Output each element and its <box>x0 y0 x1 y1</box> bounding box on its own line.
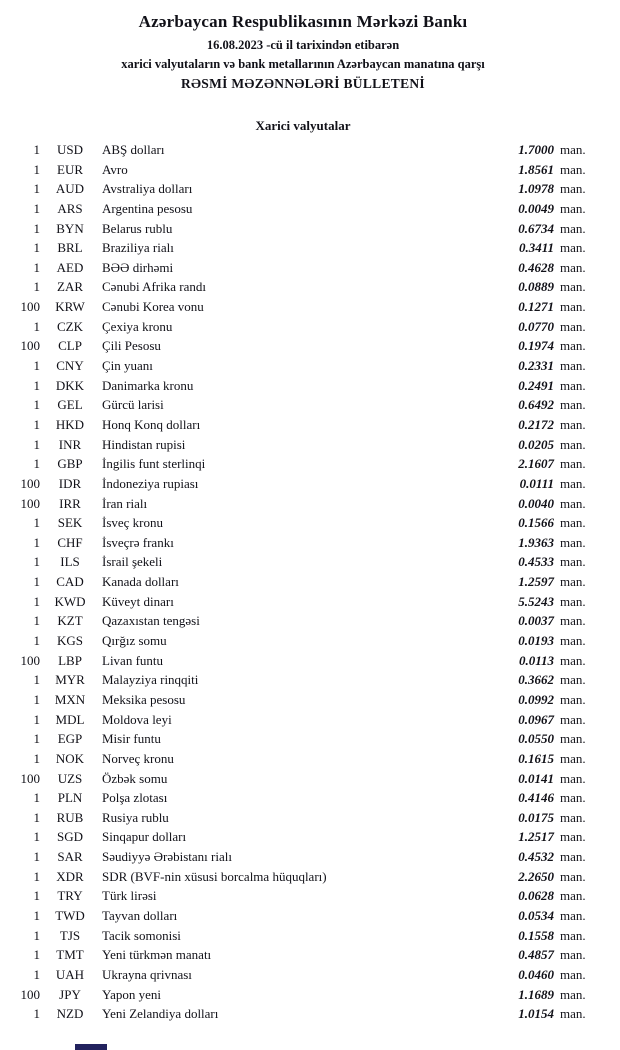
rate-value-cell: 0.0889 <box>518 279 554 295</box>
rate-value-cell: 5.5243 <box>518 593 554 609</box>
rate-value-cell: 0.1271 <box>518 299 554 315</box>
currency-name-cell: Hindistan rupisi <box>102 436 186 452</box>
rate-value-cell: 2.1607 <box>518 456 554 472</box>
rate-value-cell: 1.0978 <box>518 181 554 197</box>
quantity-cell: 100 <box>20 495 40 511</box>
quantity-cell: 1 <box>33 593 40 609</box>
rate-value-cell: 1.2517 <box>518 829 554 845</box>
effective-date-line: 16.08.2023 -cü il tarixindən etibarən <box>206 38 400 52</box>
currency-name-cell: İngilis funt sterlinqi <box>102 456 206 472</box>
quantity-cell: 1 <box>33 829 40 845</box>
quantity-cell: 1 <box>33 574 40 590</box>
rate-value-cell: 0.0040 <box>518 495 554 511</box>
unit-label-cell: man. <box>560 259 586 275</box>
quantity-cell: 1 <box>33 358 40 374</box>
unit-label-cell: man. <box>560 279 586 295</box>
currency-code-cell: IRR <box>59 495 81 511</box>
rate-value-cell: 0.4146 <box>518 790 554 806</box>
rate-value-cell: 0.0175 <box>518 809 554 825</box>
currency-code-cell: BYN <box>56 220 84 236</box>
unit-label-cell: man. <box>560 397 586 413</box>
rate-value-cell: 0.4628 <box>518 259 554 275</box>
currency-name-cell: Yeni türkmən manatı <box>102 947 212 963</box>
quantity-cell: 100 <box>20 770 40 786</box>
unit-label-cell: man. <box>560 790 586 806</box>
rate-row <box>0 258 606 278</box>
unit-label-cell: man. <box>560 809 586 825</box>
currency-code-cell: EGP <box>57 731 83 747</box>
currency-code-cell: INR <box>58 436 82 452</box>
rate-value-cell: 1.8561 <box>518 161 554 177</box>
quantity-cell: 1 <box>33 416 40 432</box>
currency-name-cell: Tacik somonisi <box>102 927 181 943</box>
rate-value-cell: 1.1689 <box>518 986 554 1002</box>
quantity-cell: 1 <box>33 711 40 727</box>
currency-code-cell: MDL <box>55 711 85 727</box>
rate-value-cell: 0.0205 <box>518 436 554 452</box>
rate-value-cell: 0.0193 <box>518 633 554 649</box>
currency-name-cell: Yapon yeni <box>102 986 161 1002</box>
currency-code-cell: CNY <box>56 358 84 374</box>
rate-value-cell: 1.9363 <box>518 534 554 550</box>
unit-label-cell: man. <box>560 947 586 963</box>
rate-row <box>0 926 606 946</box>
quantity-cell: 1 <box>33 456 40 472</box>
rate-row <box>0 906 606 926</box>
currency-name-cell: Danimarka kronu <box>102 377 194 393</box>
quantity-cell: 100 <box>20 299 40 315</box>
rate-value-cell: 0.1566 <box>518 515 554 531</box>
currency-code-cell: NOK <box>55 750 85 766</box>
unit-label-cell: man. <box>560 986 586 1002</box>
currency-name-cell: Cənubi Afrika randı <box>102 279 206 295</box>
unit-label-cell: man. <box>560 711 586 727</box>
currency-name-cell: Avro <box>102 161 128 177</box>
unit-label-cell: man. <box>560 358 586 374</box>
rate-value-cell: 1.0154 <box>518 1006 554 1022</box>
currency-code-cell: GEL <box>57 397 83 413</box>
rate-row <box>0 611 606 631</box>
unit-label-cell: man. <box>560 652 586 668</box>
rate-row <box>0 985 606 1005</box>
currency-name-cell: Türk lirəsi <box>102 888 157 904</box>
currency-name-cell: Kanada dolları <box>102 574 179 590</box>
unit-label-cell: man. <box>560 436 586 452</box>
quantity-cell: 1 <box>33 279 40 295</box>
currency-name-cell: Tayvan dolları <box>102 907 178 923</box>
quantity-cell: 100 <box>20 475 40 491</box>
currency-name-cell: Özbək somu <box>102 770 168 786</box>
quantity-cell: 1 <box>33 1006 40 1022</box>
rate-row <box>0 1004 606 1024</box>
rate-value-cell: 0.0628 <box>518 888 554 904</box>
currency-name-cell: İsrail şekeli <box>102 554 163 570</box>
currency-code-cell: LBP <box>58 652 82 668</box>
rate-row <box>0 160 606 180</box>
unit-label-cell: man. <box>560 829 586 845</box>
currency-code-cell: SGD <box>56 829 83 845</box>
quantity-cell: 1 <box>33 436 40 452</box>
quantity-cell: 1 <box>33 947 40 963</box>
section-title-foreign-currencies: Xarici valyutalar <box>255 118 351 133</box>
rate-value-cell: 0.0770 <box>518 318 554 334</box>
currency-code-cell: GBP <box>57 456 83 472</box>
unit-label-cell: man. <box>560 554 586 570</box>
unit-label-cell: man. <box>560 927 586 943</box>
currency-code-cell: RUB <box>56 809 84 825</box>
quantity-cell: 1 <box>33 515 40 531</box>
currency-name-cell: Livan funtu <box>102 652 164 668</box>
currency-code-cell: CLP <box>58 338 82 354</box>
rate-value-cell: 2.2650 <box>518 868 554 884</box>
rate-value-cell: 0.1558 <box>518 927 554 943</box>
rate-value-cell: 0.0967 <box>518 711 554 727</box>
currency-name-cell: Malayziya rinqqiti <box>102 672 199 688</box>
currency-code-cell: CAD <box>56 574 84 590</box>
unit-label-cell: man. <box>560 849 586 865</box>
unit-label-cell: man. <box>560 495 586 511</box>
currency-code-cell: TWD <box>55 907 85 923</box>
rate-value-cell: 0.6492 <box>518 397 554 413</box>
currency-code-cell: TRY <box>57 888 83 904</box>
rate-row <box>0 140 606 160</box>
currency-code-cell: ARS <box>57 200 83 216</box>
quantity-cell: 1 <box>33 200 40 216</box>
currency-name-cell: Meksika pesosu <box>102 691 186 707</box>
rate-row <box>0 867 606 887</box>
currency-name-cell: Çexiya kronu <box>102 318 173 334</box>
unit-label-cell: man. <box>560 613 586 629</box>
unit-label-cell: man. <box>560 240 586 256</box>
quantity-cell: 100 <box>20 986 40 1002</box>
unit-label-cell: man. <box>560 318 586 334</box>
unit-label-cell: man. <box>560 731 586 747</box>
currency-code-cell: MXN <box>54 691 86 707</box>
unit-label-cell: man. <box>560 161 586 177</box>
currency-code-cell: KWD <box>54 593 86 609</box>
quantity-cell: 1 <box>33 240 40 256</box>
rate-row <box>0 710 606 730</box>
currency-code-cell: NZD <box>56 1006 84 1022</box>
quantity-cell: 100 <box>20 652 40 668</box>
rate-row <box>0 454 606 474</box>
currency-code-cell: KRW <box>55 299 85 315</box>
currency-name-cell: Qazaxıstan tengəsi <box>102 613 200 629</box>
rate-value-cell: 0.0113 <box>518 652 554 668</box>
currency-name-cell: SDR (BVF-nin xüsusi borcalma hüquqları) <box>102 868 327 884</box>
rate-value-cell: 0.4532 <box>518 849 554 865</box>
quantity-cell: 1 <box>33 790 40 806</box>
currency-name-cell: Səudiyyə Ərəbistanı rialı <box>102 849 232 865</box>
quantity-cell: 1 <box>33 868 40 884</box>
quantity-cell: 1 <box>33 318 40 334</box>
rate-row <box>0 965 606 985</box>
currency-code-cell: ILS <box>60 554 80 570</box>
document-subtitle: xarici valyutaların və bank metallarının Azərbaycan manatına qarşı <box>121 57 485 71</box>
unit-label-cell: man. <box>560 868 586 884</box>
rate-row <box>0 808 606 828</box>
unit-label-cell: man. <box>560 338 586 354</box>
rate-row <box>0 769 606 789</box>
quantity-cell: 100 <box>20 338 40 354</box>
currency-name-cell: Küveyt dinarı <box>102 593 174 609</box>
quantity-cell: 1 <box>33 613 40 629</box>
currency-name-cell: Cənubi Korea vonu <box>102 299 204 315</box>
currency-code-cell: PLN <box>57 790 83 806</box>
currency-code-cell: KGS <box>56 633 83 649</box>
rate-row <box>0 651 606 671</box>
rate-row <box>0 788 606 808</box>
currency-name-cell: Misir funtu <box>102 731 161 747</box>
unit-label-cell: man. <box>560 1006 586 1022</box>
quantity-cell: 1 <box>33 809 40 825</box>
currency-code-cell: ZAR <box>57 279 83 295</box>
rate-row <box>0 494 606 514</box>
unit-label-cell: man. <box>560 593 586 609</box>
unit-label-cell: man. <box>560 888 586 904</box>
rate-row <box>0 729 606 749</box>
rate-row <box>0 376 606 396</box>
rate-value-cell: 0.0141 <box>518 770 554 786</box>
rate-row <box>0 827 606 847</box>
currency-name-cell: Moldova leyi <box>102 711 172 727</box>
rate-row <box>0 356 606 376</box>
rate-value-cell: 0.2172 <box>518 416 554 432</box>
currency-code-cell: IDR <box>58 475 82 491</box>
rate-row <box>0 336 606 356</box>
quantity-cell: 1 <box>33 397 40 413</box>
rate-row <box>0 395 606 415</box>
unit-label-cell: man. <box>560 416 586 432</box>
rate-value-cell: 0.0111 <box>519 475 554 491</box>
rate-row <box>0 474 606 494</box>
currency-code-cell: CZK <box>57 318 83 334</box>
rate-row <box>0 749 606 769</box>
currency-code-cell: UZS <box>57 770 83 786</box>
currency-name-cell: İsveç kronu <box>102 515 164 531</box>
rate-value-cell: 0.3662 <box>518 672 554 688</box>
rate-value-cell: 0.2491 <box>518 377 554 393</box>
quantity-cell: 1 <box>33 927 40 943</box>
rate-value-cell: 1.7000 <box>518 142 554 157</box>
quantity-cell: 1 <box>33 907 40 923</box>
rate-row <box>0 415 606 435</box>
rate-row <box>0 179 606 199</box>
currency-code-cell: MYR <box>55 672 85 688</box>
currency-name-cell: Belarus rublu <box>102 220 173 236</box>
rate-row <box>0 317 606 337</box>
rate-value-cell: 0.3411 <box>518 240 554 256</box>
unit-label-cell: man. <box>560 200 586 216</box>
unit-label-cell: man. <box>560 907 586 923</box>
currency-name-cell: Rusiya rublu <box>102 809 169 825</box>
currency-code-cell: SEK <box>57 515 83 531</box>
rate-row <box>0 552 606 572</box>
next-section-partial-bar <box>75 1044 107 1050</box>
currency-name-cell: İran rialı <box>102 495 148 511</box>
rate-value-cell: 0.0534 <box>518 907 554 923</box>
rate-value-cell: 0.1615 <box>518 750 554 766</box>
currency-code-cell: HKD <box>55 416 85 432</box>
currency-name-cell: İndoneziya rupiası <box>102 475 199 491</box>
quantity-cell: 1 <box>33 534 40 550</box>
currency-name-cell: Gürcü larisi <box>102 397 164 413</box>
unit-label-cell: man. <box>560 515 586 531</box>
quantity-cell: 1 <box>33 377 40 393</box>
rate-row <box>0 945 606 965</box>
quantity-cell: 1 <box>33 259 40 275</box>
unit-label-cell: man. <box>560 534 586 550</box>
rate-row <box>0 690 606 710</box>
rate-row <box>0 631 606 651</box>
currency-code-cell: AUD <box>55 181 85 197</box>
currency-code-cell: EUR <box>57 161 83 177</box>
rate-value-cell: 1.2597 <box>518 574 554 590</box>
quantity-cell: 1 <box>33 888 40 904</box>
currency-name-cell: Argentina pesosu <box>102 200 193 216</box>
currency-code-cell: KZT <box>57 613 83 629</box>
quantity-cell: 1 <box>33 750 40 766</box>
rates-table-body <box>0 140 620 1024</box>
unit-label-cell: man. <box>560 574 586 590</box>
currency-code-cell: XDR <box>56 868 84 884</box>
document-header <box>0 0 620 92</box>
rate-row <box>0 277 606 297</box>
quantity-cell: 1 <box>33 142 40 157</box>
rate-value-cell: 0.0992 <box>518 691 554 707</box>
currency-name-cell: Ukrayna qrivnası <box>102 966 192 982</box>
quantity-cell: 1 <box>33 966 40 982</box>
rate-row <box>0 238 606 258</box>
quantity-cell: 1 <box>33 161 40 177</box>
currency-code-cell: BRL <box>57 240 83 256</box>
quantity-cell: 1 <box>33 181 40 197</box>
currency-name-cell: Norveç kronu <box>102 750 174 766</box>
quantity-cell: 1 <box>33 691 40 707</box>
unit-label-cell: man. <box>560 750 586 766</box>
quantity-cell: 1 <box>33 633 40 649</box>
currency-name-cell: İsveçrə frankı <box>102 534 174 550</box>
unit-label-cell: man. <box>560 456 586 472</box>
currency-code-cell: TMT <box>56 947 84 963</box>
unit-label-cell: man. <box>560 770 586 786</box>
quantity-cell: 1 <box>33 554 40 570</box>
currency-code-cell: JPY <box>59 986 81 1002</box>
unit-label-cell: man. <box>560 966 586 982</box>
rate-row <box>0 513 606 533</box>
rate-value-cell: 0.6734 <box>518 220 554 236</box>
currency-name-cell: Polşa zlotası <box>102 790 168 806</box>
rate-row <box>0 886 606 906</box>
unit-label-cell: man. <box>560 142 586 157</box>
currency-name-cell: Sinqapur dolları <box>102 829 187 845</box>
quantity-cell: 1 <box>33 672 40 688</box>
unit-label-cell: man. <box>560 181 586 197</box>
rate-value-cell: 0.0550 <box>518 731 554 747</box>
currency-name-cell: ABŞ dolları <box>102 142 165 157</box>
currency-name-cell: Çin yuanı <box>102 358 153 374</box>
rate-value-cell: 0.0037 <box>518 613 554 629</box>
rate-row <box>0 435 606 455</box>
unit-label-cell: man. <box>560 691 586 707</box>
bank-title: Azərbaycan Respublikasının Mərkəzi Bankı <box>138 12 468 31</box>
currency-code-cell: TJS <box>59 927 81 943</box>
unit-label-cell: man. <box>560 220 586 236</box>
currency-name-cell: Çili Pesosu <box>102 338 161 354</box>
rate-row <box>0 592 606 612</box>
rate-row <box>0 572 606 592</box>
rate-row <box>0 670 606 690</box>
currency-name-cell: Braziliya rialı <box>102 240 174 256</box>
currency-name-cell: Qırğız somu <box>102 633 167 649</box>
quantity-cell: 1 <box>33 220 40 236</box>
bulletin-title: RƏSMİ MƏZƏNNƏLƏRİ BÜLLETENİ <box>180 76 425 91</box>
currency-name-cell: Honq Konq dolları <box>102 416 201 432</box>
currency-name-cell: Avstraliya dolları <box>102 181 193 197</box>
rate-row <box>0 847 606 867</box>
currency-code-cell: CHF <box>57 534 83 550</box>
currency-code-cell: UAH <box>55 966 85 982</box>
quantity-cell: 1 <box>33 849 40 865</box>
rate-value-cell: 0.2331 <box>518 358 554 374</box>
rate-row <box>0 533 606 553</box>
quantity-cell: 1 <box>33 731 40 747</box>
currency-name-cell: BƏƏ dirhəmi <box>102 259 174 275</box>
currency-code-cell: DKK <box>55 377 85 393</box>
unit-label-cell: man. <box>560 672 586 688</box>
currency-code-cell: SAR <box>57 849 83 865</box>
rate-value-cell: 0.1974 <box>518 338 554 354</box>
unit-label-cell: man. <box>560 475 586 491</box>
unit-label-cell: man. <box>560 633 586 649</box>
currency-name-cell: Yeni Zelandiya dolları <box>102 1006 219 1022</box>
rate-value-cell: 0.4533 <box>518 554 554 570</box>
currency-code-cell: AED <box>56 259 84 275</box>
unit-label-cell: man. <box>560 377 586 393</box>
rate-value-cell: 0.0460 <box>518 966 554 982</box>
rate-value-cell: 0.4857 <box>518 947 554 963</box>
rate-row <box>0 297 606 317</box>
unit-label-cell: man. <box>560 299 586 315</box>
rate-value-cell: 0.0049 <box>518 200 554 216</box>
rate-row <box>0 199 606 219</box>
rate-row <box>0 219 606 239</box>
currency-code-cell: USD <box>56 142 83 157</box>
